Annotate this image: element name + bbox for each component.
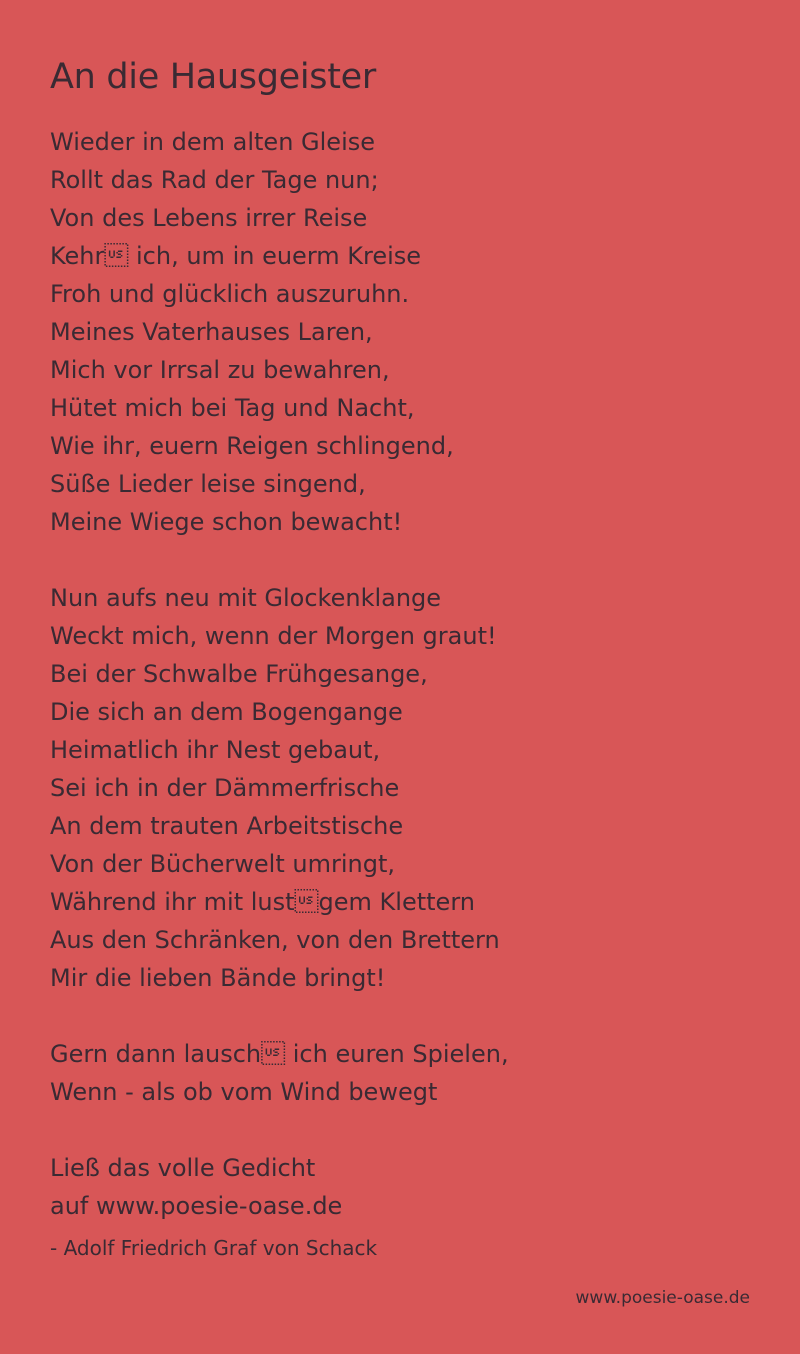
poem-line: Mich vor Irrsal zu bewahren,: [50, 356, 390, 384]
poem-line: Die sich an dem Bogengange: [50, 698, 403, 726]
poem-line: Bei der Schwalbe Frühgesange,: [50, 660, 428, 688]
stanza-3: [50, 1035, 750, 1111]
poem-line: Mir die lieben Bände bringt!: [50, 964, 386, 992]
poem-line: Wie ihr, euern Reigen schlingend,: [50, 432, 454, 460]
site-watermark: www.poesie-oase.de: [575, 1288, 750, 1308]
poem-card: [50, 56, 750, 1263]
poem-line: Hütet mich bei Tag und Nacht,: [50, 394, 415, 422]
poem-line: Von der Bücherwelt umringt,: [50, 850, 395, 878]
poem-line: Heimatlich ihr Nest gebaut,: [50, 736, 381, 764]
poem-line: Nun aufs neu mit Glockenklange: [50, 584, 442, 612]
poem-line: Wenn - als ob vom Wind bewegt: [50, 1078, 438, 1106]
poem-line: Meines Vaterhauses Laren,: [50, 318, 373, 346]
poem-line: Süße Lieder leise singend,: [50, 470, 366, 498]
poem-body: [50, 123, 750, 1263]
poem-line: Aus den Schränken, von den Brettern: [50, 926, 500, 954]
poem-line: Während ihr mit lust gem Klettern: [50, 888, 475, 916]
poem-author: - Adolf Friedrich Graf von Schack: [50, 1236, 378, 1260]
read-more-note: [50, 1149, 750, 1225]
stanza-2: [50, 579, 750, 997]
poem-line: Sei ich in der Dämmerfrische: [50, 774, 400, 802]
read-more-link[interactable]: auf www.poesie-oase.de: [50, 1192, 343, 1220]
read-more-line: Ließ das volle Gedicht: [50, 1154, 316, 1182]
stanza-1: [50, 123, 750, 541]
poem-line: Von des Lebens irrer Reise: [50, 204, 368, 232]
poem-line: Weckt mich, wenn der Morgen graut!: [50, 622, 497, 650]
poem-title: An die Hausgeister: [50, 57, 376, 97]
poem-line: Kehr ich, um in euerm Kreise: [50, 242, 422, 270]
poem-line: Wieder in dem alten Gleise: [50, 128, 376, 156]
poem-line: An dem trauten Arbeitstische: [50, 812, 404, 840]
poem-line: Froh und glücklich auszuruhn.: [50, 280, 410, 308]
poem-line: Meine Wiege schon bewacht!: [50, 508, 403, 536]
poem-line: Gern dann lausch ich euren Spielen,: [50, 1040, 509, 1068]
poem-line: Rollt das Rad der Tage nun;: [50, 166, 379, 194]
